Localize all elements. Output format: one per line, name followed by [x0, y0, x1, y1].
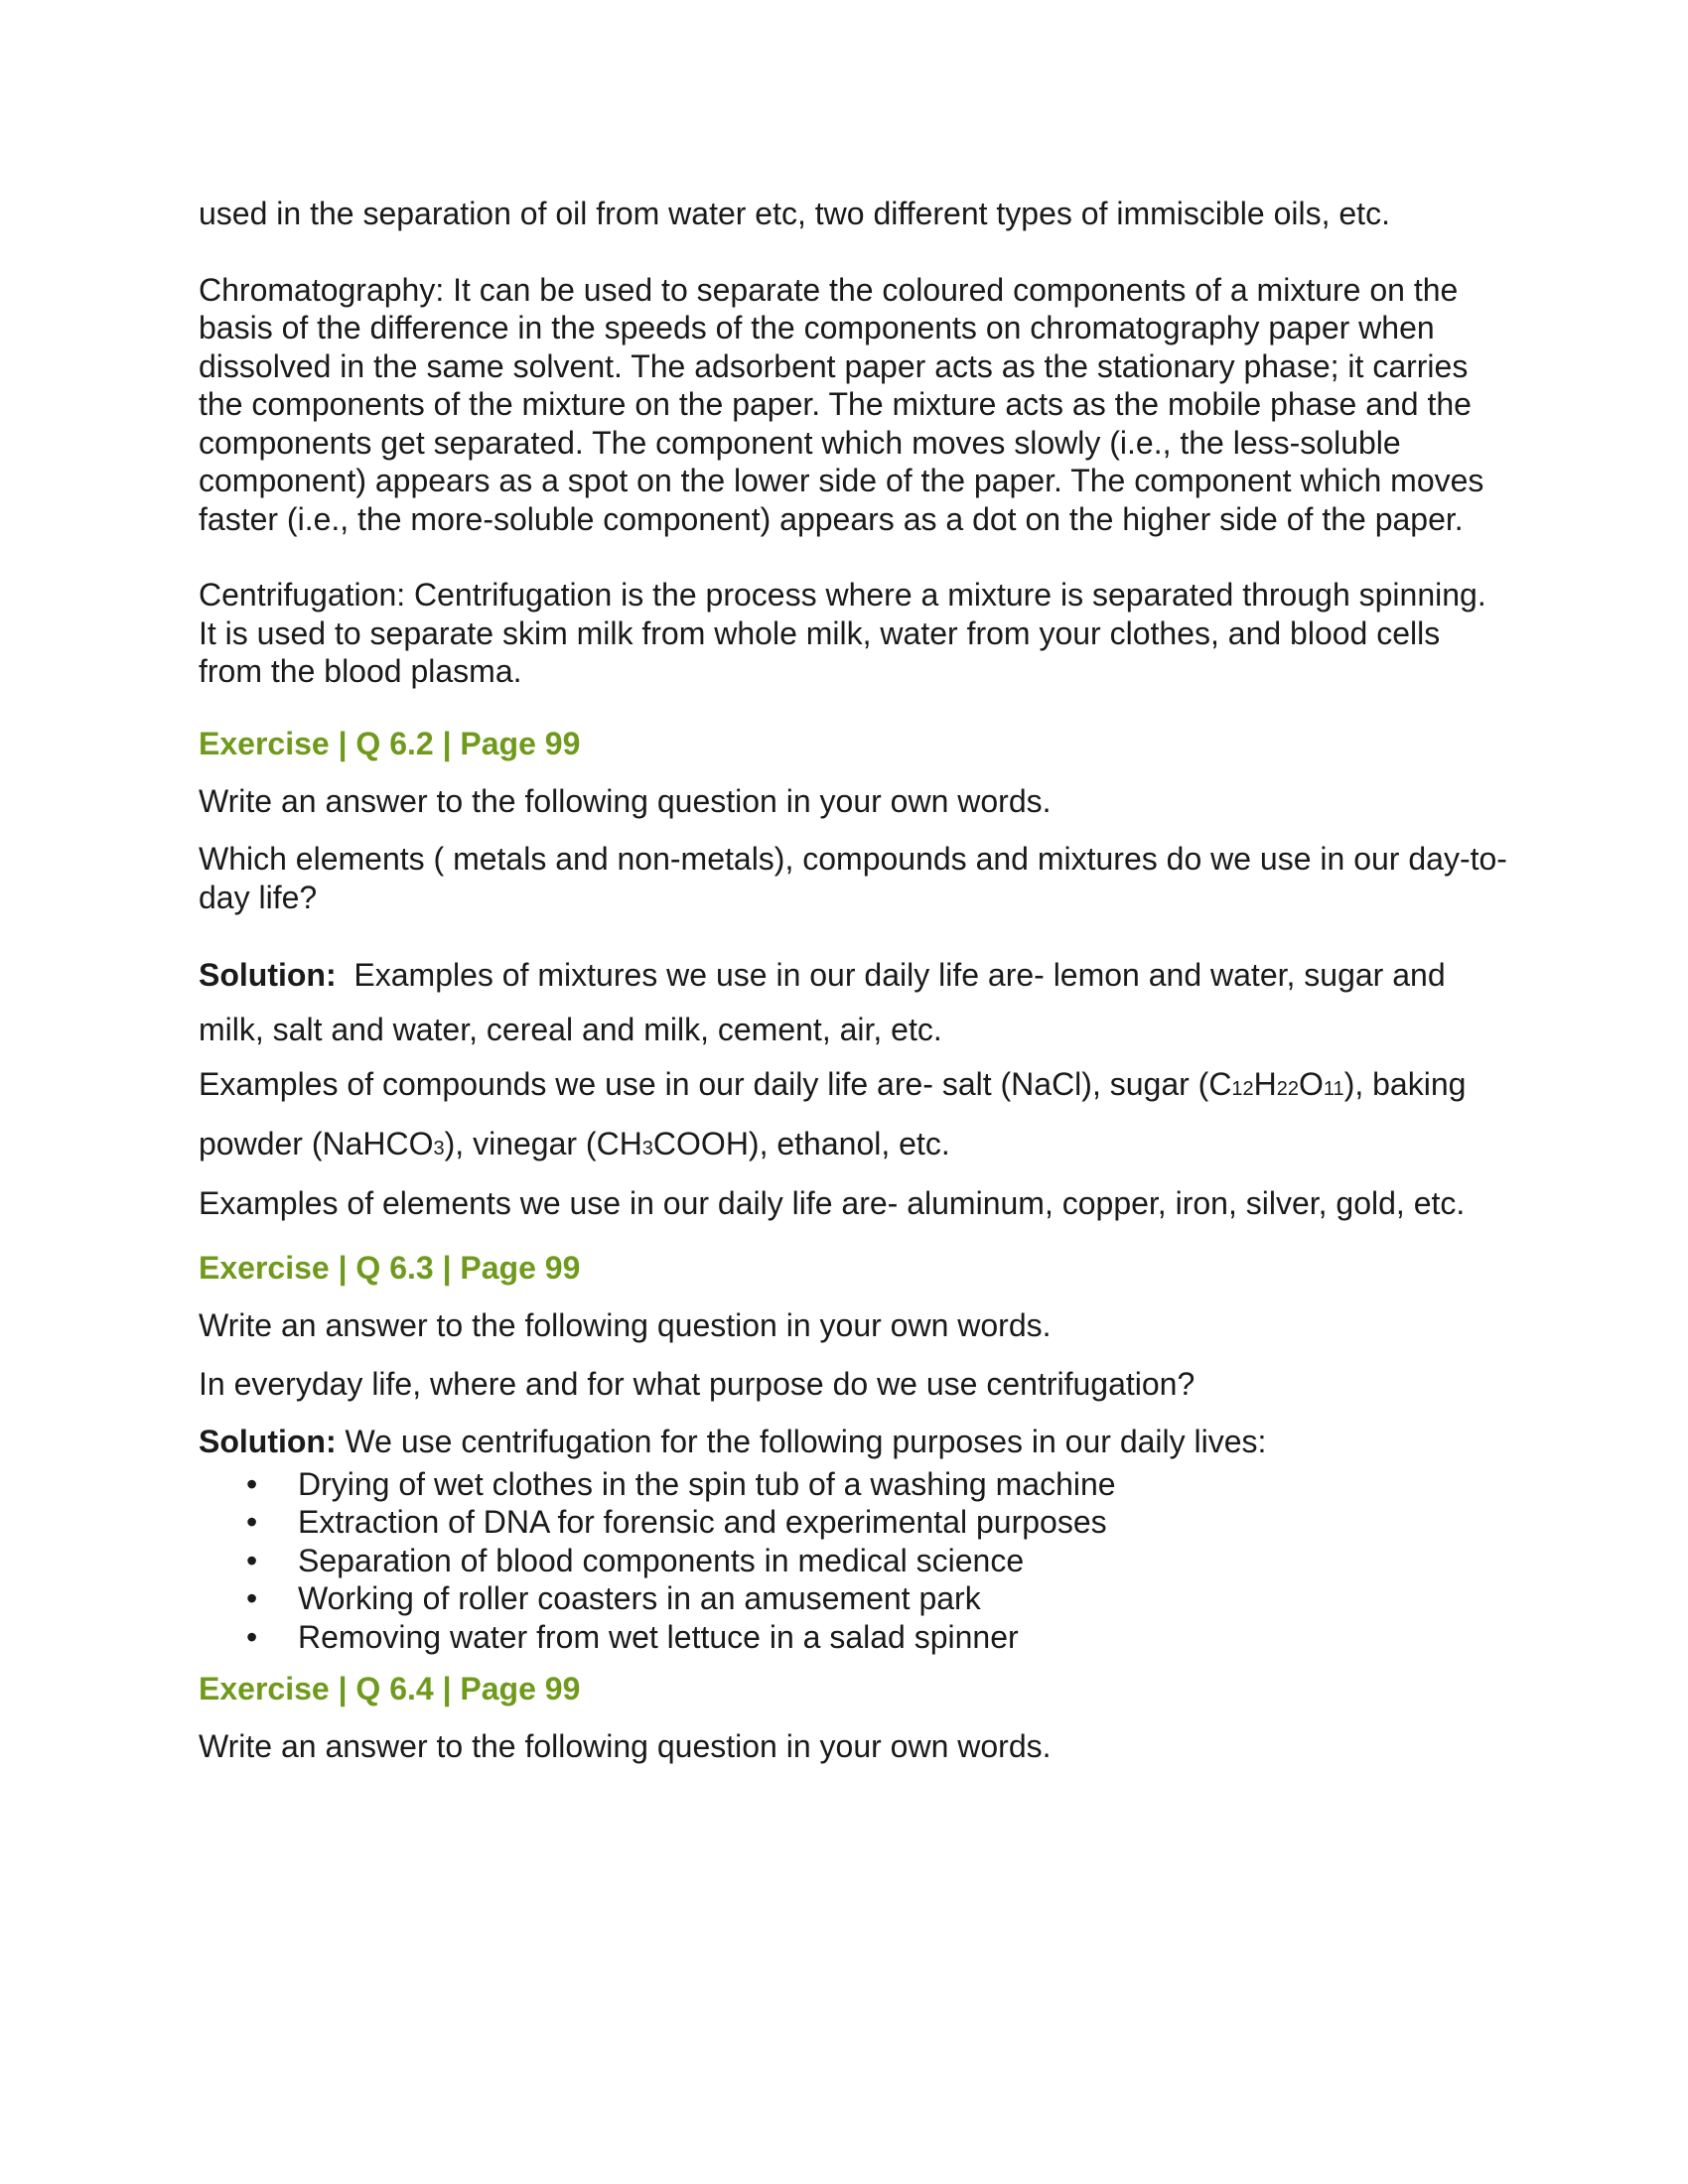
elements-paragraph: Examples of elements we use in our daily life are- aluminum, copper, iron, silver, gold, etc.: [199, 1185, 1466, 1221]
list-item: • Separation of blood components in medical science: [199, 1542, 1509, 1580]
exercise-6-3-solution: [199, 1423, 1509, 1461]
centrifugation-uses-list: [199, 1465, 1509, 1657]
subscript-12: 12: [1231, 1078, 1254, 1100]
subscript-3b: 3: [641, 1138, 653, 1160]
exercise-6-3-heading: Exercise | Q 6.3 | Page 99: [199, 1250, 581, 1286]
chromatography-paragraph: Chromatography: It can be used to separate the coloured components of a mixture on the basis of the difference in the speeds of the components on chromatography paper when dissolved in the same solvent. The adsorbent paper acts as the stationary phase; it carries the components of the mixture on the paper. The mixture acts as the mobile phase and the components get separated. The component which moves slowly (i.e., the less-soluble component) appears as a spot on the lower side of the paper. The component which moves faster (i.e., the more-soluble component) appears as a dot on the higher side of the paper.: [199, 271, 1484, 537]
exercise-6-3-question: In everyday life, where and for what purpose do we use centrifugation?: [199, 1365, 1196, 1402]
exercise-6-2-solution: [199, 948, 1509, 1231]
mixtures-paragraph: [199, 948, 1509, 1057]
exercise-6-2-heading: Exercise | Q 6.2 | Page 99: [199, 725, 581, 761]
solution-label: Solution:: [199, 1424, 337, 1459]
exercise-6-4-instruction: Write an answer to the following question in your own words.: [199, 1728, 1052, 1764]
list-item: • Working of roller coasters in an amusement park: [199, 1579, 1509, 1618]
compounds-paragraph: [199, 1057, 1509, 1176]
subscript-3a: 3: [433, 1138, 445, 1160]
subscript-22: 22: [1276, 1078, 1300, 1100]
compounds-text-1: Examples of compounds we use in our daily life are- salt (NaCl), sugar (C: [199, 1066, 1232, 1102]
list-item: • Removing water from wet lettuce in a salad spinner: [199, 1618, 1509, 1657]
exercise-6-3-instruction: Write an answer to the following question in your own words.: [199, 1307, 1052, 1343]
compounds-text-5: ), vinegar (CH: [444, 1126, 642, 1161]
compounds-text-4: ), baking powder (NaHCO: [199, 1066, 1467, 1161]
mixtures-text: Examples of mixtures we use in our daily life are- lemon and water, sugar and milk, salt and water, cereal and milk, cement, air, etc.: [199, 957, 1446, 1047]
intro-line: used in the separation of oil from water etc, two different types of immiscible oils, etc.: [199, 196, 1390, 231]
compounds-text-2: H: [1253, 1066, 1277, 1102]
exercise-6-2-instruction: Write an answer to the following question in your own words.: [199, 782, 1052, 819]
compounds-text-3: O: [1299, 1066, 1324, 1102]
exercise-6-2-question: Which elements ( metals and non-metals), compounds and mixtures do we use in our day-to-day life?: [199, 841, 1507, 915]
exercise-6-4-heading: Exercise | Q 6.4 | Page 99: [199, 1671, 581, 1706]
solution-text: We use centrifugation for the following purposes in our daily lives:: [336, 1424, 1267, 1459]
centrifugation-paragraph: Centrifugation: Centrifugation is the process where a mixture is separated through spinning. It is used to separate skim milk from whole milk, water from your clothes, and blood cells from the blood plasma.: [199, 577, 1486, 689]
subscript-11: 11: [1323, 1078, 1344, 1100]
solution-label: Solution:: [199, 957, 337, 993]
document-page: [199, 195, 1509, 1786]
list-item: • Drying of wet clothes in the spin tub of a washing machine: [199, 1465, 1509, 1504]
list-item: • Extraction of DNA for forensic and experimental purposes: [199, 1503, 1509, 1542]
compounds-text-6: COOH), ethanol, etc.: [652, 1126, 950, 1161]
